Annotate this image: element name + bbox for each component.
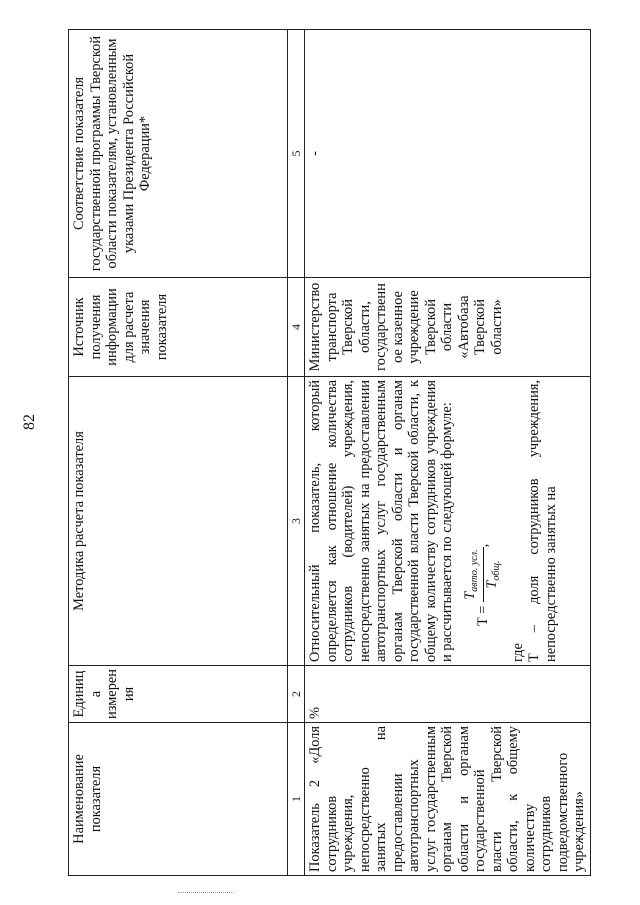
header-name: Наименование показателя [69,723,288,876]
method-continuation: T – доля сотрудников учреждения, непосредственно занятых на [526,380,559,662]
formula-where: где [509,643,526,662]
formula-fraction [462,547,506,601]
column-number: 1 [288,723,305,876]
scan-artifact-divider [178,892,234,895]
table-row [305,30,591,876]
formula-lhs: T = [475,605,492,626]
header-compliance: Соответствие показателя государственной программы Тверской области показателям, установленным указами Президента Российской Федерации* [69,30,288,278]
header-unit: Единица измерения [69,666,288,723]
column-number: 2 [288,666,305,723]
indicator-unit: % [305,666,591,723]
formula-numerator: $T_{авто. усл.}$ [462,547,485,601]
indicator-method [305,377,591,666]
column-number-row [288,30,305,876]
header-source: Источник получения информации для расчета значения показателя [69,278,288,377]
column-number: 5 [288,30,305,278]
header-row [69,30,288,876]
page-number: 82 [21,414,38,430]
method-text: Относительный показатель, который определяется как отношение количества сотрудников (водителей) учреждения, непосредственно занятых на предоставлении автотранспортных услуг государственным органам Тверской области и органам государственной власти Тверской области, к общему количеству сотрудников учреждения и рассчитывается по следующей формуле: [307,380,455,662]
formula-denominator: $T_{общ.}$ [484,560,502,589]
indicator-compliance: - [305,30,591,278]
rotated-table-container [68,30,587,876]
indicator-name: Показатель 2 «Доля сотрудников учреждения, непосредственно занятых на предоставлении автотранспортных услуг государственным органам Тверской области и органам государственной власти Тверской области, к общему количеству сотрудников подведомственного учреждения» [305,723,591,876]
column-number: 4 [288,278,305,377]
formula [462,380,506,626]
column-number: 3 [288,377,305,666]
formula-tail: , [475,543,492,548]
indicator-source: Министерство транспорта Тверской области, государственное казенное учреждение Тверской области «Автобаза Тверской области» [305,278,591,377]
indicator-table [68,29,591,876]
header-method: Методика расчета показателя [69,377,288,666]
